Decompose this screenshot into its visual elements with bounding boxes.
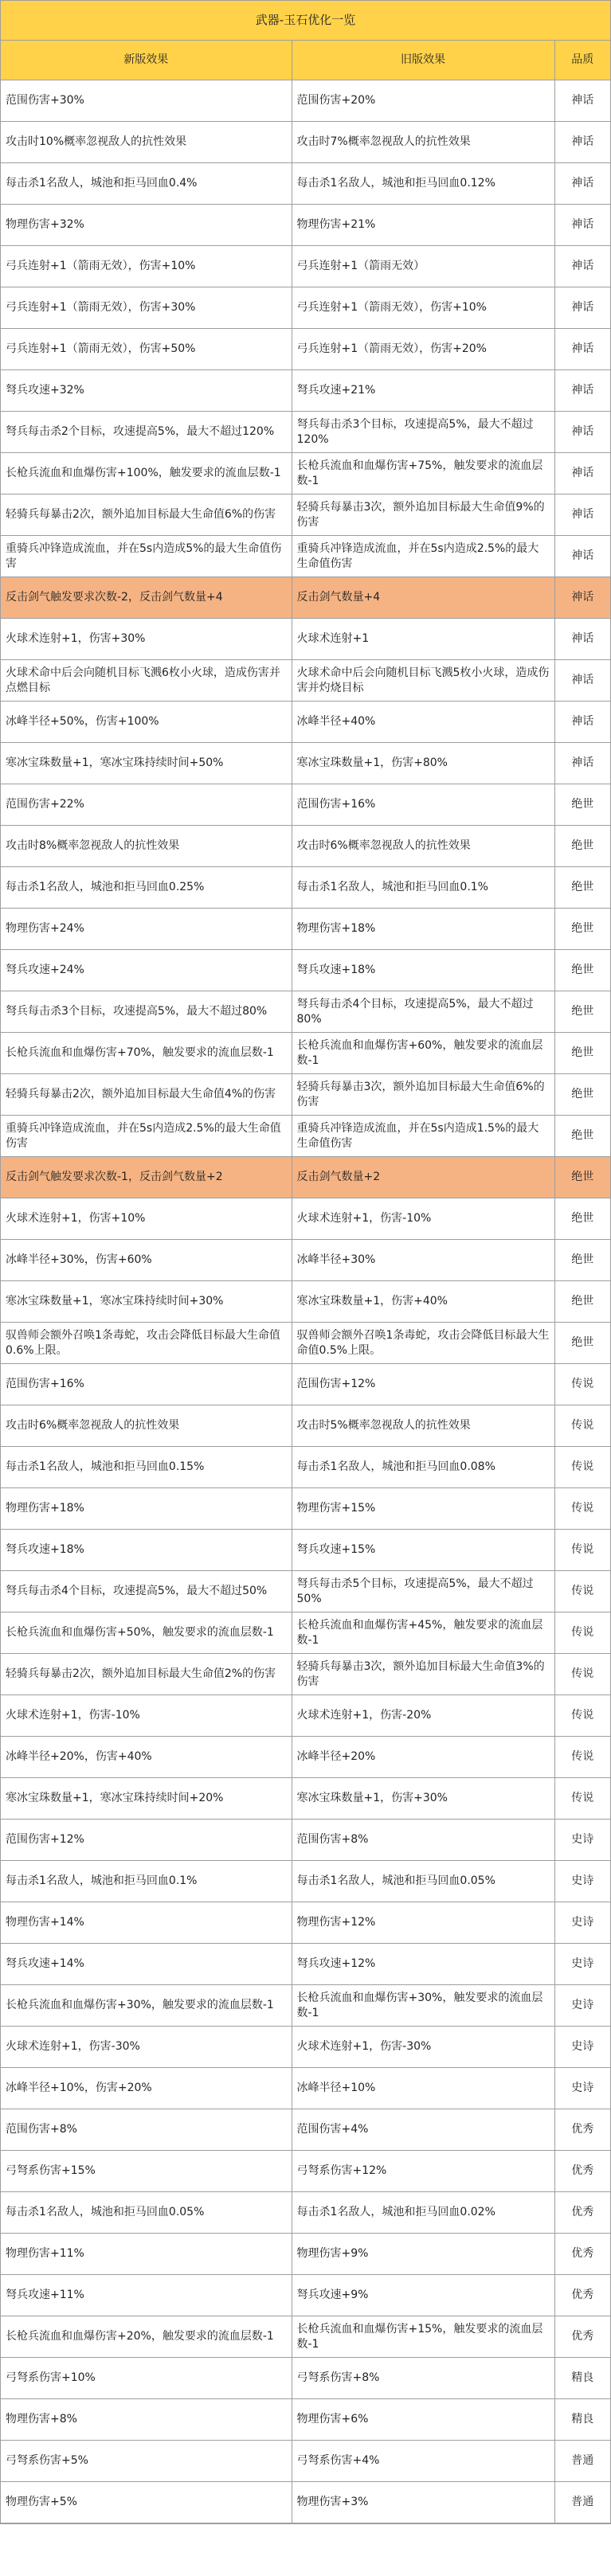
cell-rarity: 传说 (554, 1654, 610, 1695)
cell-rarity: 神话 (554, 246, 610, 287)
cell-rarity: 传说 (554, 1612, 610, 1654)
table-row (1, 494, 610, 536)
table-row (1, 163, 610, 205)
table-row (1, 826, 610, 867)
table-row (1, 1820, 610, 1861)
cell-old-effect: 物理伤害+3% (292, 2482, 554, 2523)
table-row (1, 2109, 610, 2151)
cell-new-effect: 寒冰宝珠数量+1，寒冰宝珠持续时间+20% (1, 1778, 292, 1820)
cell-rarity: 绝世 (554, 1240, 610, 1281)
cell-rarity: 神话 (554, 660, 610, 702)
table-row (1, 1116, 610, 1157)
cell-rarity: 神话 (554, 412, 610, 453)
cell-new-effect: 反击剑气触发要求次数-2，反击剑气数量+4 (1, 577, 292, 619)
cell-new-effect: 轻骑兵每暴击2次，额外追加目标最大生命值4%的伤害 (1, 1074, 292, 1116)
table-row (1, 329, 610, 370)
table-row (1, 1612, 610, 1654)
cell-old-effect: 攻击时6%概率忽视敌人的抗性效果 (292, 826, 554, 867)
table-row (1, 2441, 610, 2482)
table-row-highlighted (1, 1157, 610, 1198)
table-row (1, 122, 610, 163)
cell-rarity: 神话 (554, 205, 610, 246)
table-row (1, 1695, 610, 1737)
cell-old-effect: 反击剑气数量+4 (292, 577, 554, 619)
cell-old-effect: 物理伤害+18% (292, 909, 554, 950)
header-new-effect: 新版效果 (1, 41, 292, 80)
cell-new-effect: 物理伤害+5% (1, 2482, 292, 2523)
cell-new-effect: 每击杀1名敌人，城池和拒马回血0.25% (1, 867, 292, 909)
cell-rarity: 传说 (554, 1364, 610, 1405)
header-row (1, 41, 610, 80)
cell-rarity: 绝世 (554, 1157, 610, 1198)
cell-new-effect: 火球术连射+1，伤害-10% (1, 1695, 292, 1737)
table-row (1, 2399, 610, 2441)
cell-old-effect: 每击杀1名敌人，城池和拒马回血0.12% (292, 163, 554, 205)
table-row (1, 1281, 610, 1323)
cell-old-effect: 弩兵攻速+9% (292, 2275, 554, 2316)
cell-new-effect: 寒冰宝珠数量+1，寒冰宝珠持续时间+50% (1, 743, 292, 784)
cell-rarity: 精良 (554, 2358, 610, 2399)
table-row (1, 2316, 610, 2358)
cell-rarity: 绝世 (554, 991, 610, 1033)
cell-rarity: 优秀 (554, 2192, 610, 2234)
cell-old-effect: 冰峰半径+10% (292, 2068, 554, 2109)
cell-rarity: 优秀 (554, 2151, 610, 2192)
cell-new-effect: 范围伤害+22% (1, 784, 292, 826)
cell-rarity: 传说 (554, 1571, 610, 1612)
cell-rarity: 神话 (554, 80, 610, 122)
cell-old-effect: 弩兵每击杀5个目标，攻速提高5%，最大不超过50% (292, 1571, 554, 1612)
cell-new-effect: 冰峰半径+10%，伤害+20% (1, 2068, 292, 2109)
cell-new-effect: 火球术连射+1，伤害+10% (1, 1198, 292, 1240)
cell-old-effect: 物理伤害+21% (292, 205, 554, 246)
cell-old-effect: 火球术连射+1 (292, 619, 554, 660)
cell-old-effect: 弩兵攻速+12% (292, 1944, 554, 1985)
table-row (1, 1240, 610, 1281)
cell-rarity: 传说 (554, 1778, 610, 1820)
cell-old-effect: 范围伤害+4% (292, 2109, 554, 2151)
cell-rarity: 绝世 (554, 1323, 610, 1364)
table-row (1, 536, 610, 577)
cell-old-effect: 轻骑兵每暴击3次，额外追加目标最大生命值9%的伤害 (292, 494, 554, 536)
cell-old-effect: 驭兽师会额外召唤1条毒蛇，攻击会降低目标最大生命值0.5%上限。 (292, 1323, 554, 1364)
cell-old-effect: 物理伤害+6% (292, 2399, 554, 2441)
table-row (1, 909, 610, 950)
cell-old-effect: 弩兵每击杀3个目标，攻速提高5%，最大不超过120% (292, 412, 554, 453)
table-row (1, 453, 610, 494)
table-row (1, 660, 610, 702)
cell-old-effect: 弩兵攻速+21% (292, 370, 554, 412)
cell-old-effect: 重骑兵冲锋造成流血，并在5s内造成2.5%的最大生命值伤害 (292, 536, 554, 577)
table-row (1, 2482, 610, 2523)
effects-table (1, 41, 610, 2523)
cell-old-effect: 长枪兵流血和血爆伤害+30%，触发要求的流血层数-1 (292, 1985, 554, 2027)
cell-new-effect: 重骑兵冲锋造成流血，并在5s内造成2.5%的最大生命值伤害 (1, 1116, 292, 1157)
table-row (1, 991, 610, 1033)
cell-rarity: 神话 (554, 577, 610, 619)
table-row (1, 1405, 610, 1447)
table-row (1, 2358, 610, 2399)
cell-old-effect: 范围伤害+16% (292, 784, 554, 826)
table-row (1, 1323, 610, 1364)
table-row (1, 2275, 610, 2316)
table-body (1, 80, 610, 2523)
cell-new-effect: 火球术命中后会向随机目标飞溅6枚小火球，造成伤害并点燃目标 (1, 660, 292, 702)
cell-old-effect: 重骑兵冲锋造成流血，并在5s内造成1.5%的最大生命值伤害 (292, 1116, 554, 1157)
cell-old-effect: 弓兵连射+1（箭雨无效），伤害+10% (292, 287, 554, 329)
cell-rarity: 神话 (554, 494, 610, 536)
cell-new-effect: 每击杀1名敌人，城池和拒马回血0.4% (1, 163, 292, 205)
table-row (1, 1902, 610, 1944)
table-row (1, 743, 610, 784)
table-row (1, 1198, 610, 1240)
cell-rarity: 史诗 (554, 1820, 610, 1861)
cell-old-effect: 长枪兵流血和血爆伤害+60%，触发要求的流血层数-1 (292, 1033, 554, 1074)
cell-new-effect: 冰峰半径+30%，伤害+60% (1, 1240, 292, 1281)
table-row (1, 867, 610, 909)
cell-rarity: 传说 (554, 1695, 610, 1737)
table-row (1, 1364, 610, 1405)
cell-rarity: 史诗 (554, 1902, 610, 1944)
cell-old-effect: 弓弩系伤害+4% (292, 2441, 554, 2482)
cell-old-effect: 范围伤害+8% (292, 1820, 554, 1861)
cell-new-effect: 物理伤害+11% (1, 2234, 292, 2275)
cell-old-effect: 弩兵攻速+18% (292, 950, 554, 991)
cell-new-effect: 反击剑气触发要求次数-1，反击剑气数量+2 (1, 1157, 292, 1198)
table-row (1, 1654, 610, 1695)
cell-new-effect: 弩兵攻速+24% (1, 950, 292, 991)
cell-rarity: 优秀 (554, 2109, 610, 2151)
cell-new-effect: 长枪兵流血和血爆伤害+20%，触发要求的流血层数-1 (1, 2316, 292, 2358)
cell-new-effect: 弓弩系伤害+5% (1, 2441, 292, 2482)
cell-new-effect: 弩兵每击杀4个目标，攻速提高5%，最大不超过50% (1, 1571, 292, 1612)
table-row (1, 702, 610, 743)
cell-old-effect: 火球术命中后会向随机目标飞溅5枚小火球，造成伤害并灼烧目标 (292, 660, 554, 702)
cell-rarity: 绝世 (554, 950, 610, 991)
cell-new-effect: 弓弩系伤害+15% (1, 2151, 292, 2192)
cell-rarity: 绝世 (554, 1198, 610, 1240)
cell-old-effect: 弓兵连射+1（箭雨无效），伤害+20% (292, 329, 554, 370)
cell-rarity: 普通 (554, 2441, 610, 2482)
header-old-effect: 旧版效果 (292, 41, 554, 80)
cell-old-effect: 长枪兵流血和血爆伤害+75%，触发要求的流血层数-1 (292, 453, 554, 494)
table-row-highlighted (1, 577, 610, 619)
cell-rarity: 史诗 (554, 1985, 610, 2027)
cell-old-effect: 轻骑兵每暴击3次，额外追加目标最大生命值3%的伤害 (292, 1654, 554, 1695)
cell-new-effect: 每击杀1名敌人，城池和拒马回血0.1% (1, 1861, 292, 1902)
cell-rarity: 史诗 (554, 1861, 610, 1902)
cell-new-effect: 弩兵攻速+11% (1, 2275, 292, 2316)
table-row (1, 1944, 610, 1985)
cell-rarity: 传说 (554, 1405, 610, 1447)
cell-old-effect: 火球术连射+1，伤害-10% (292, 1198, 554, 1240)
cell-new-effect: 弩兵每击杀2个目标，攻速提高5%，最大不超过120% (1, 412, 292, 453)
cell-old-effect: 寒冰宝珠数量+1，伤害+80% (292, 743, 554, 784)
cell-new-effect: 弩兵攻速+32% (1, 370, 292, 412)
cell-new-effect: 冰峰半径+20%，伤害+40% (1, 1737, 292, 1778)
table-row (1, 1778, 610, 1820)
cell-new-effect: 重骑兵冲锋造成流血，并在5s内造成5%的最大生命值伤害 (1, 536, 292, 577)
table-row (1, 784, 610, 826)
table-row (1, 2027, 610, 2068)
cell-rarity: 神话 (554, 536, 610, 577)
cell-rarity: 绝世 (554, 826, 610, 867)
table-row (1, 2151, 610, 2192)
table-row (1, 2192, 610, 2234)
table-row (1, 1447, 610, 1488)
cell-new-effect: 每击杀1名敌人，城池和拒马回血0.05% (1, 2192, 292, 2234)
cell-old-effect: 攻击时5%概率忽视敌人的抗性效果 (292, 1405, 554, 1447)
cell-old-effect: 范围伤害+20% (292, 80, 554, 122)
cell-old-effect: 轻骑兵每暴击3次，额外追加目标最大生命值6%的伤害 (292, 1074, 554, 1116)
table-row (1, 412, 610, 453)
cell-old-effect: 物理伤害+12% (292, 1902, 554, 1944)
table-row (1, 1571, 610, 1612)
cell-rarity: 优秀 (554, 2316, 610, 2358)
table-row (1, 287, 610, 329)
cell-new-effect: 长枪兵流血和血爆伤害+100%，触发要求的流血层数-1 (1, 453, 292, 494)
sheet-title: 武器-玉石优化一览 (1, 1, 610, 41)
cell-rarity: 神话 (554, 702, 610, 743)
table-row (1, 619, 610, 660)
cell-rarity: 精良 (554, 2399, 610, 2441)
cell-old-effect: 长枪兵流血和血爆伤害+15%，触发要求的流血层数-1 (292, 2316, 554, 2358)
cell-new-effect: 火球术连射+1，伤害+30% (1, 619, 292, 660)
cell-new-effect: 每击杀1名敌人，城池和拒马回血0.15% (1, 1447, 292, 1488)
cell-new-effect: 范围伤害+30% (1, 80, 292, 122)
cell-old-effect: 弓弩系伤害+12% (292, 2151, 554, 2192)
cell-rarity: 史诗 (554, 1944, 610, 1985)
cell-rarity: 绝世 (554, 909, 610, 950)
table-row (1, 1488, 610, 1530)
cell-new-effect: 物理伤害+24% (1, 909, 292, 950)
cell-rarity: 史诗 (554, 2027, 610, 2068)
cell-new-effect: 弩兵攻速+14% (1, 1944, 292, 1985)
table-row (1, 1033, 610, 1074)
cell-rarity: 普通 (554, 2482, 610, 2523)
cell-rarity: 优秀 (554, 2275, 610, 2316)
cell-rarity: 神话 (554, 329, 610, 370)
cell-new-effect: 弓兵连射+1（箭雨无效），伤害+50% (1, 329, 292, 370)
table-row (1, 370, 610, 412)
table-row (1, 950, 610, 991)
cell-rarity: 史诗 (554, 2068, 610, 2109)
cell-new-effect: 攻击时8%概率忽视敌人的抗性效果 (1, 826, 292, 867)
cell-new-effect: 物理伤害+32% (1, 205, 292, 246)
cell-new-effect: 轻骑兵每暴击2次，额外追加目标最大生命值2%的伤害 (1, 1654, 292, 1695)
cell-old-effect: 冰峰半径+30% (292, 1240, 554, 1281)
cell-old-effect: 火球术连射+1，伤害-30% (292, 2027, 554, 2068)
cell-new-effect: 长枪兵流血和血爆伤害+50%，触发要求的流血层数-1 (1, 1612, 292, 1654)
cell-new-effect: 弓弩系伤害+10% (1, 2358, 292, 2399)
cell-rarity: 绝世 (554, 784, 610, 826)
table-row (1, 2234, 610, 2275)
cell-old-effect: 每击杀1名敌人，城池和拒马回血0.08% (292, 1447, 554, 1488)
cell-old-effect: 寒冰宝珠数量+1，伤害+40% (292, 1281, 554, 1323)
cell-rarity: 神话 (554, 122, 610, 163)
cell-old-effect: 弩兵攻速+15% (292, 1530, 554, 1571)
cell-old-effect: 物理伤害+9% (292, 2234, 554, 2275)
table-row (1, 1985, 610, 2027)
cell-old-effect: 弓弩系伤害+8% (292, 2358, 554, 2399)
cell-new-effect: 攻击时6%概率忽视敌人的抗性效果 (1, 1405, 292, 1447)
cell-old-effect: 弩兵每击杀4个目标，攻速提高5%，最大不超过80% (292, 991, 554, 1033)
cell-new-effect: 长枪兵流血和血爆伤害+70%，触发要求的流血层数-1 (1, 1033, 292, 1074)
cell-old-effect: 寒冰宝珠数量+1，伤害+30% (292, 1778, 554, 1820)
header-rarity: 品质 (554, 41, 610, 80)
cell-old-effect: 每击杀1名敌人，城池和拒马回血0.02% (292, 2192, 554, 2234)
cell-old-effect: 物理伤害+15% (292, 1488, 554, 1530)
cell-new-effect: 长枪兵流血和血爆伤害+30%，触发要求的流血层数-1 (1, 1985, 292, 2027)
table-row (1, 1861, 610, 1902)
cell-new-effect: 弩兵攻速+18% (1, 1530, 292, 1571)
cell-rarity: 传说 (554, 1737, 610, 1778)
cell-old-effect: 范围伤害+12% (292, 1364, 554, 1405)
cell-rarity: 神话 (554, 163, 610, 205)
cell-new-effect: 范围伤害+12% (1, 1820, 292, 1861)
cell-rarity: 优秀 (554, 2234, 610, 2275)
cell-new-effect: 弩兵每击杀3个目标，攻速提高5%，最大不超过80% (1, 991, 292, 1033)
cell-rarity: 传说 (554, 1530, 610, 1571)
cell-new-effect: 物理伤害+18% (1, 1488, 292, 1530)
cell-new-effect: 攻击时10%概率忽视敌人的抗性效果 (1, 122, 292, 163)
cell-rarity: 传说 (554, 1447, 610, 1488)
cell-rarity: 绝世 (554, 867, 610, 909)
cell-old-effect: 火球术连射+1，伤害-20% (292, 1695, 554, 1737)
cell-rarity: 神话 (554, 370, 610, 412)
table-row (1, 205, 610, 246)
cell-new-effect: 火球术连射+1，伤害-30% (1, 2027, 292, 2068)
cell-old-effect: 每击杀1名敌人，城池和拒马回血0.1% (292, 867, 554, 909)
cell-new-effect: 范围伤害+8% (1, 2109, 292, 2151)
cell-rarity: 传说 (554, 1488, 610, 1530)
cell-old-effect: 攻击时7%概率忽视敌人的抗性效果 (292, 122, 554, 163)
cell-new-effect: 弓兵连射+1（箭雨无效），伤害+10% (1, 246, 292, 287)
cell-old-effect: 反击剑气数量+2 (292, 1157, 554, 1198)
cell-new-effect: 轻骑兵每暴击2次，额外追加目标最大生命值6%的伤害 (1, 494, 292, 536)
cell-rarity: 绝世 (554, 1281, 610, 1323)
table-row (1, 2068, 610, 2109)
cell-new-effect: 弓兵连射+1（箭雨无效），伤害+30% (1, 287, 292, 329)
cell-rarity: 神话 (554, 743, 610, 784)
cell-new-effect: 寒冰宝珠数量+1，寒冰宝珠持续时间+30% (1, 1281, 292, 1323)
table-row (1, 1737, 610, 1778)
cell-rarity: 绝世 (554, 1116, 610, 1157)
cell-new-effect: 物理伤害+8% (1, 2399, 292, 2441)
cell-new-effect: 冰峰半径+50%，伤害+100% (1, 702, 292, 743)
table-row (1, 246, 610, 287)
cell-old-effect: 长枪兵流血和血爆伤害+45%，触发要求的流血层数-1 (292, 1612, 554, 1654)
cell-rarity: 绝世 (554, 1033, 610, 1074)
cell-new-effect: 物理伤害+14% (1, 1902, 292, 1944)
cell-rarity: 神话 (554, 619, 610, 660)
cell-old-effect: 冰峰半径+20% (292, 1737, 554, 1778)
table-row (1, 1074, 610, 1116)
cell-new-effect: 驭兽师会额外召唤1条毒蛇，攻击会降低目标最大生命值0.6%上限。 (1, 1323, 292, 1364)
cell-rarity: 神话 (554, 453, 610, 494)
cell-new-effect: 范围伤害+16% (1, 1364, 292, 1405)
cell-old-effect: 弓兵连射+1（箭雨无效） (292, 246, 554, 287)
cell-old-effect: 每击杀1名敌人，城池和拒马回血0.05% (292, 1861, 554, 1902)
table-row (1, 1530, 610, 1571)
table-row (1, 80, 610, 122)
cell-rarity: 神话 (554, 287, 610, 329)
cell-old-effect: 冰峰半径+40% (292, 702, 554, 743)
cell-rarity: 绝世 (554, 1074, 610, 1116)
